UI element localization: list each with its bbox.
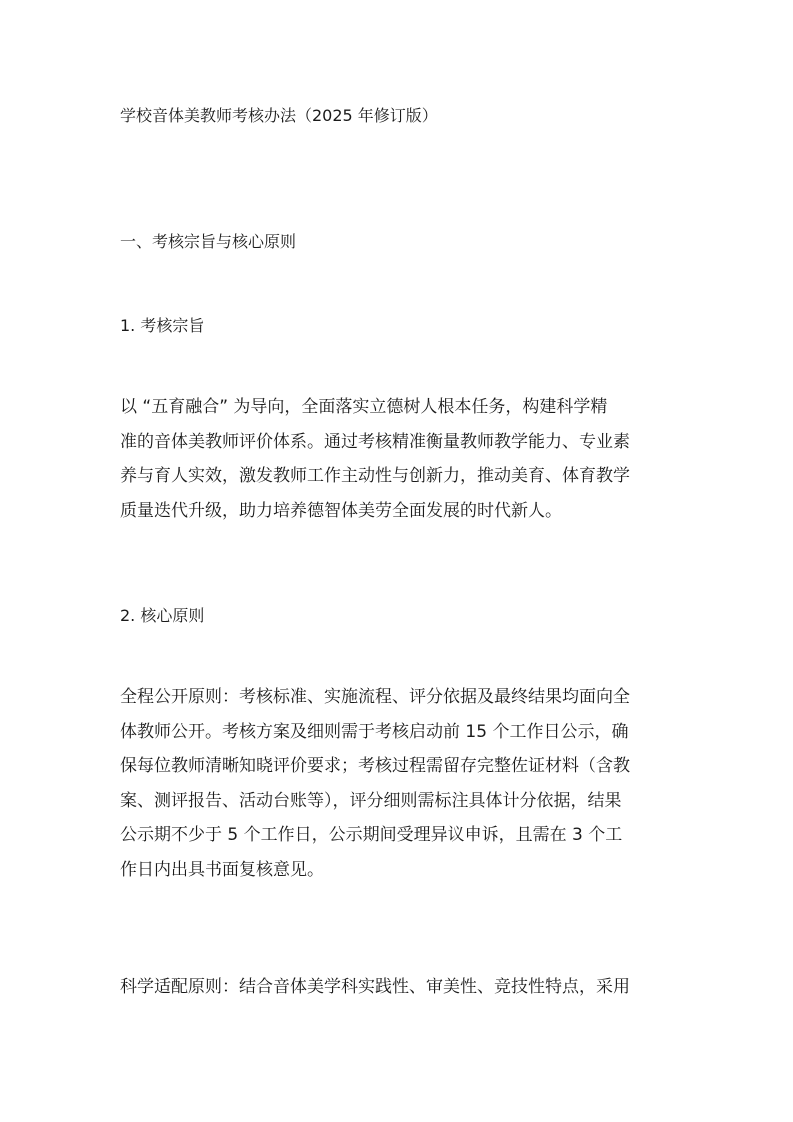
- paragraph-line: 科学适配原则：结合音体美学科实践性、审美性、竞技性特点，采用: [120, 977, 630, 997]
- section-heading: 一、考核宗旨与核心原则: [120, 232, 297, 251]
- paragraph-line: 作日内出具书面复核意见。: [120, 859, 324, 880]
- paragraph-scientific-principle: [120, 970, 680, 1005]
- paragraph-line: 保每位教师清晰知晓评价要求；考核过程需留存完整佐证材料（含教: [120, 756, 630, 776]
- paragraph-open-principle: [120, 680, 680, 887]
- paragraph-line: 养与育人实效，激发教师工作主动性与创新力，推动美育、体育教学: [120, 466, 630, 486]
- paragraph-line: 准的音体美教师评价体系。通过考核精准衡量教师教学能力、专业素: [120, 431, 630, 452]
- paragraph-line: 全程公开原则：考核标准、实施流程、评分依据及最终结果均面向全: [120, 687, 630, 707]
- paragraph-line: 质量迭代升级，助力培养德智体美劳全面发展的时代新人。: [120, 500, 562, 521]
- paragraph-line: 公示期不少于 5 个工作日，公示期间受理异议申诉，且需在 3 个工: [120, 825, 623, 845]
- paragraph-purpose: [120, 390, 680, 528]
- paragraph-line: 体教师公开。考核方案及细则需于考核启动前 15 个工作日公示，确: [120, 721, 629, 742]
- paragraph-line: 以 “五育融合” 为导向，全面落实立德树人根本任务，构建科学精: [120, 397, 608, 417]
- subsection-heading-principles: 2. 核心原则: [120, 606, 205, 625]
- paragraph-line: 案、测评报告、活动台账等），评分细则需标注具体计分依据，结果: [120, 790, 622, 811]
- subsection-heading-purpose: 1. 考核宗旨: [120, 316, 205, 335]
- document-title: 学校音体美教师考核办法（2025 年修订版）: [120, 106, 438, 125]
